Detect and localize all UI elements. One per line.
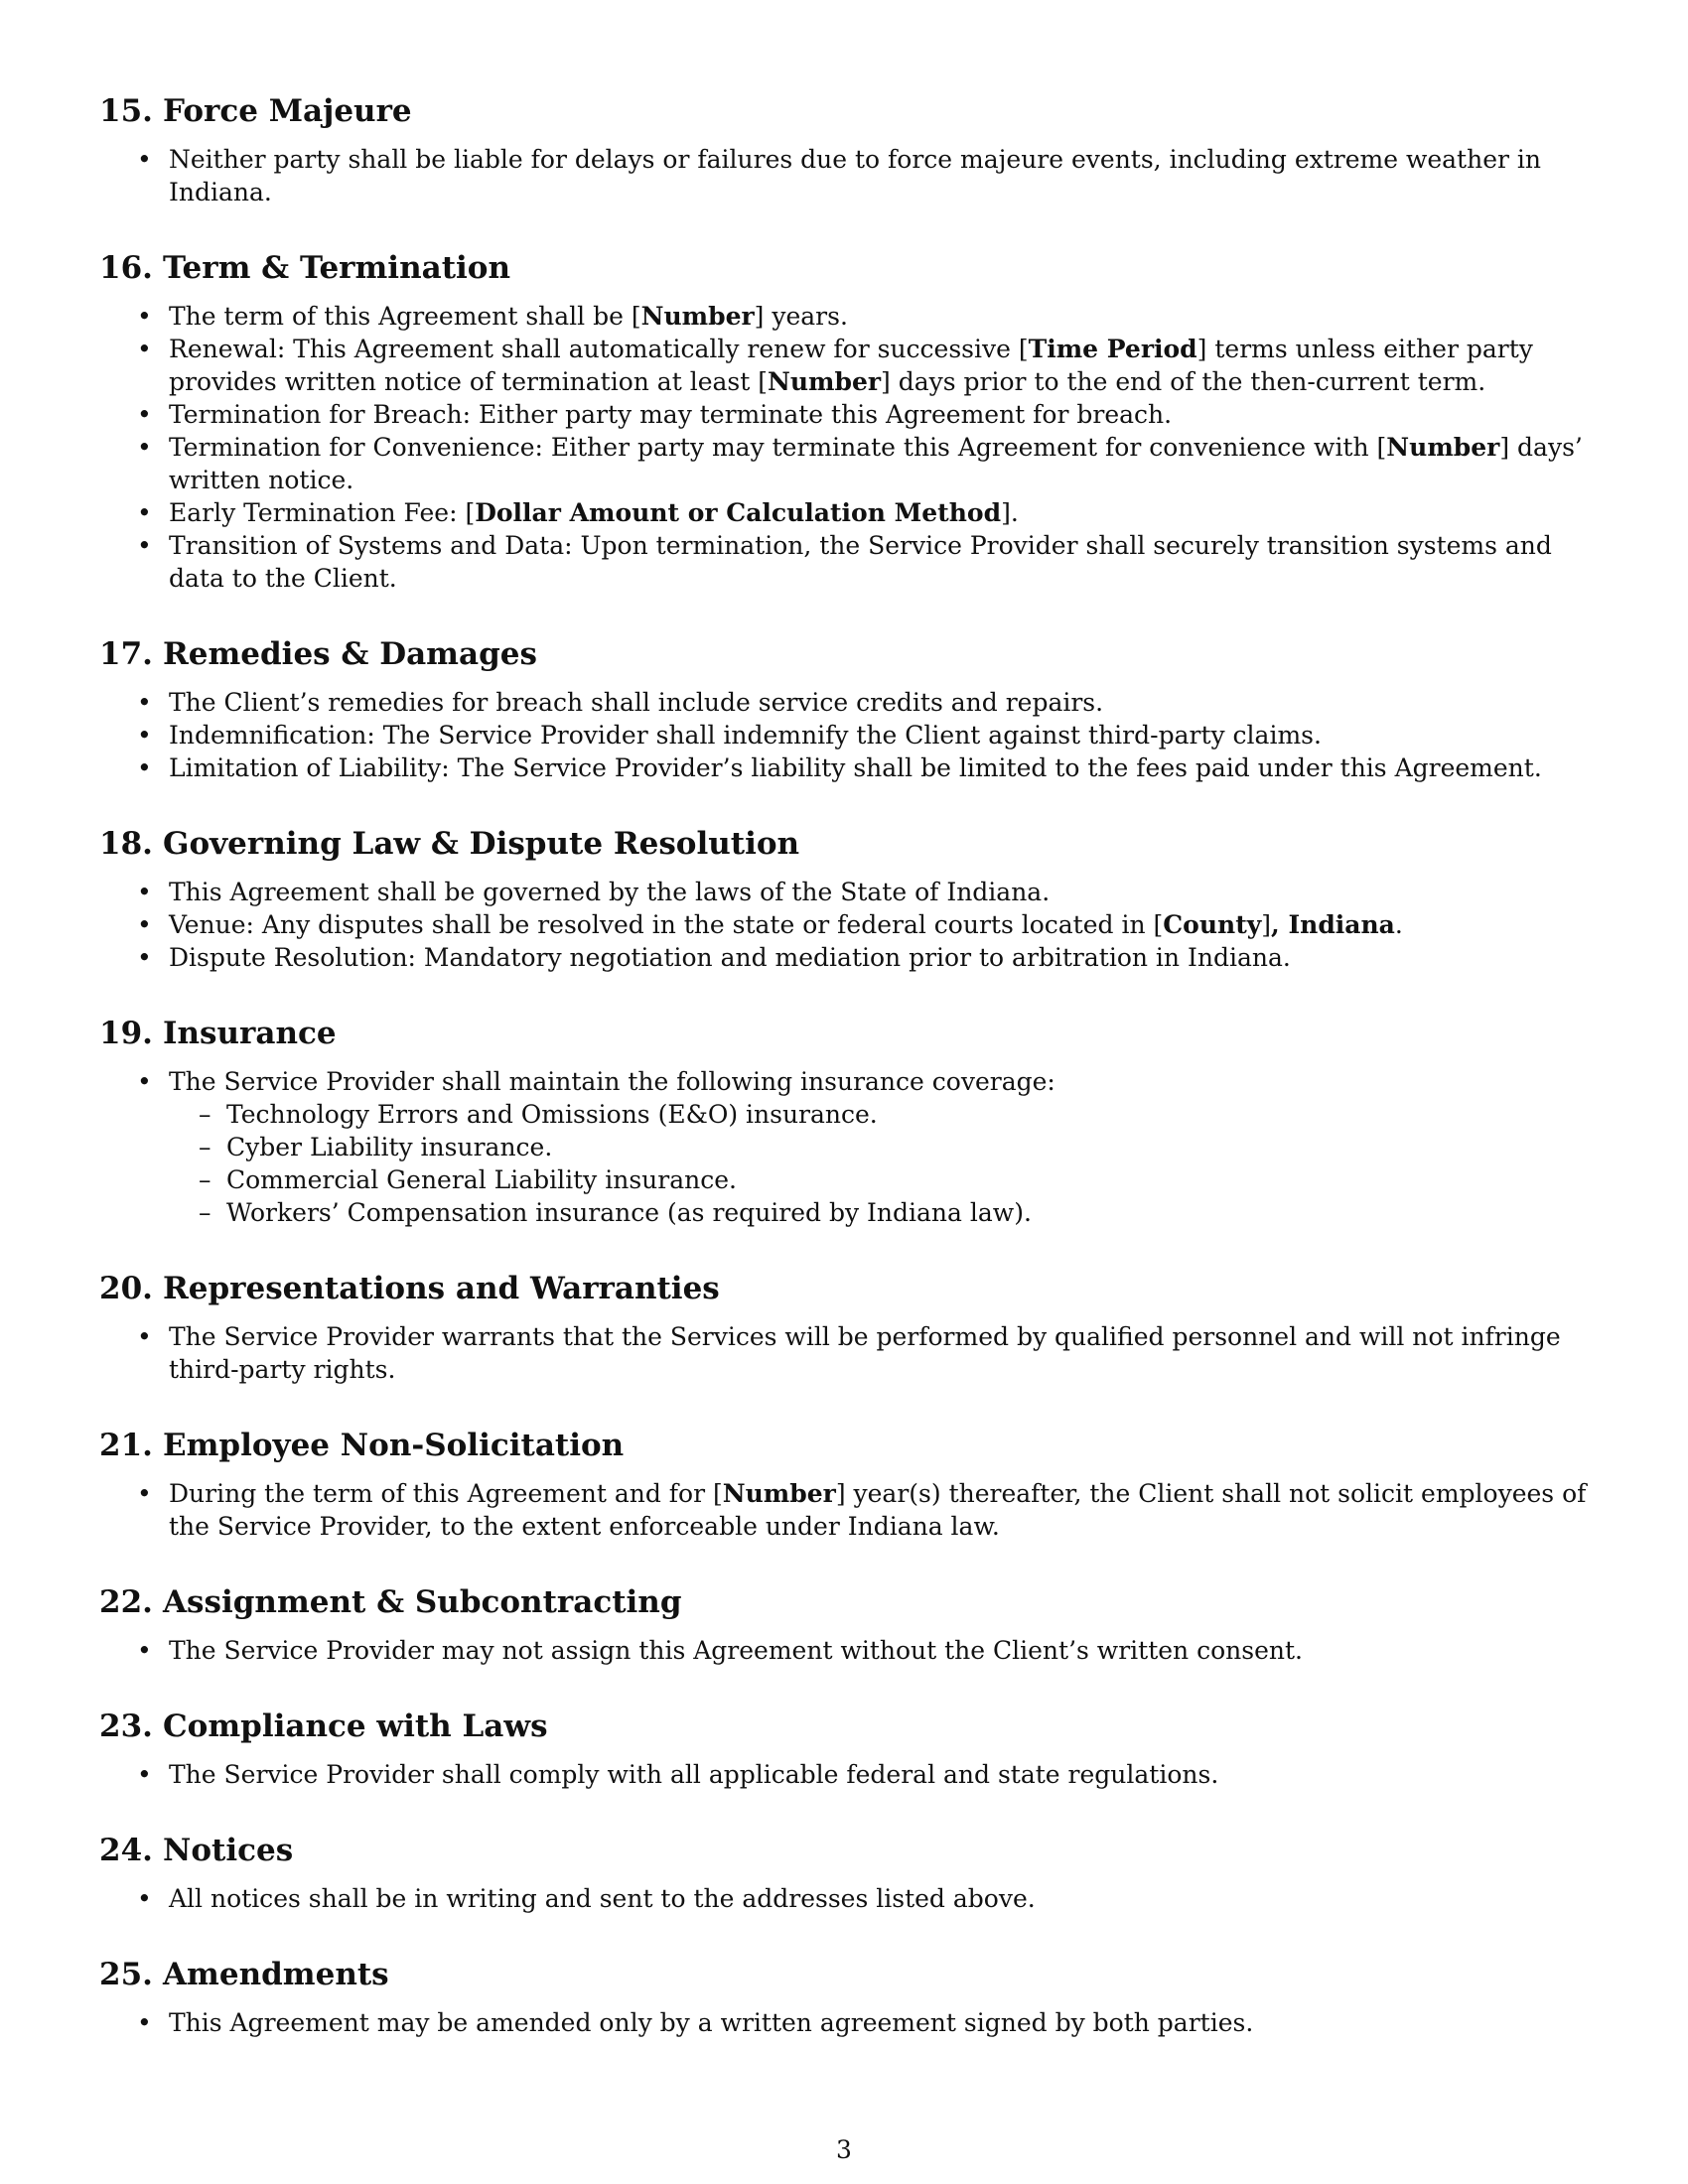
section-heading: [99, 1582, 1594, 1622]
section-heading: [99, 634, 1594, 674]
section-number: 20.: [99, 1271, 153, 1306]
list-item: • This Agreement may be amended only by a written agreement signed by both parties.: [99, 2006, 1594, 2039]
list-item: • The Service Provider warrants that the Services will be performed by qualified personnel and will not infringe third-party rights.: [99, 1320, 1594, 1386]
list-item: • Termination for Convenience: Either party may terminate this Agreement for convenience with [Number] days’ written notice.: [99, 431, 1594, 496]
sub-list-item: – Technology Errors and Omissions (E&O) insurance.: [169, 1098, 1594, 1131]
section-number: 17.: [99, 636, 153, 672]
section-heading: [99, 1269, 1594, 1308]
section-compliance: [99, 1706, 1594, 1791]
section-number: 21.: [99, 1428, 153, 1463]
section-title: Remedies & Damages: [163, 636, 537, 672]
section-number: 15.: [99, 93, 153, 129]
section-term-termination: [99, 248, 1594, 595]
list-item: • Renewal: This Agreement shall automatically renew for successive [Time Period] terms unless either party provides written notice of termination at least [Number] days prior to the end of the then-current term.: [99, 333, 1594, 398]
sub-list-item: – Commercial General Liability insurance.: [169, 1163, 1594, 1196]
list-item: • Neither party shall be liable for delays or failures due to force majeure events, including extreme weather in Indiana.: [99, 143, 1594, 208]
section-title: Assignment & Subcontracting: [163, 1584, 682, 1620]
section-title: Representations and Warranties: [163, 1271, 720, 1306]
section-number: 16.: [99, 250, 153, 286]
section-heading: [99, 91, 1594, 131]
section-force-majeure: [99, 91, 1594, 208]
section-heading: [99, 1426, 1594, 1465]
list-item: • Termination for Breach: Either party may terminate this Agreement for breach.: [99, 398, 1594, 431]
list-item: • Venue: Any disputes shall be resolved in the state or federal courts located in [County], Indiana.: [99, 908, 1594, 941]
section-title: Term & Termination: [163, 250, 511, 286]
section-number: 18.: [99, 826, 153, 862]
list-item: • During the term of this Agreement and for [Number] year(s) thereafter, the Client shall not solicit employees of the Service Provider, to the extent enforceable under Indiana law.: [99, 1477, 1594, 1543]
list-item: • Early Termination Fee: [Dollar Amount or Calculation Method].: [99, 496, 1594, 529]
list-item: • The Service Provider shall comply with all applicable federal and state regulations.: [99, 1758, 1594, 1791]
section-number: 23.: [99, 1708, 153, 1744]
list-item: • Indemnification: The Service Provider shall indemnify the Client against third-party claims.: [99, 719, 1594, 751]
section-title: Employee Non-Solicitation: [163, 1428, 625, 1463]
section-number: 25.: [99, 1957, 153, 1992]
document-body: [99, 91, 1594, 2079]
page-number: 3: [836, 2135, 852, 2164]
list-item: • This Agreement shall be governed by the laws of the State of Indiana.: [99, 876, 1594, 908]
section-title: Notices: [163, 1833, 294, 1868]
section-title: Governing Law & Dispute Resolution: [163, 826, 800, 862]
section-heading: [99, 1955, 1594, 1994]
sub-list-item: – Workers’ Compensation insurance (as required by Indiana law).: [169, 1196, 1594, 1229]
section-assignment: [99, 1582, 1594, 1667]
section-representations-warranties: [99, 1269, 1594, 1386]
section-title: Insurance: [163, 1016, 337, 1051]
section-heading: [99, 824, 1594, 864]
list-item: • All notices shall be in writing and sent to the addresses listed above.: [99, 1882, 1594, 1915]
list-item: • The Client’s remedies for breach shall include service credits and repairs.: [99, 686, 1594, 719]
section-notices: [99, 1831, 1594, 1915]
list-item: • The Service Provider may not assign this Agreement without the Client’s written consent.: [99, 1634, 1594, 1667]
section-heading: [99, 1014, 1594, 1053]
section-heading: [99, 1831, 1594, 1870]
section-number: 19.: [99, 1016, 153, 1051]
section-non-solicitation: [99, 1426, 1594, 1543]
list-item: • Transition of Systems and Data: Upon termination, the Service Provider shall securely transition systems and data to the Client.: [99, 529, 1594, 595]
sub-list-item: – Cyber Liability insurance.: [169, 1131, 1594, 1163]
section-title: Amendments: [163, 1957, 389, 1992]
list-item: • Limitation of Liability: The Service Provider’s liability shall be limited to the fees paid under this Agreement.: [99, 751, 1594, 784]
section-number: 24.: [99, 1833, 153, 1868]
section-number: 22.: [99, 1584, 153, 1620]
section-insurance: [99, 1014, 1594, 1229]
section-heading: [99, 248, 1594, 288]
section-remedies-damages: [99, 634, 1594, 784]
section-governing-law: [99, 824, 1594, 974]
list-item: • The term of this Agreement shall be [Number] years.: [99, 300, 1594, 333]
list-item: • Dispute Resolution: Mandatory negotiation and mediation prior to arbitration in Indiana.: [99, 941, 1594, 974]
list-item: • The Service Provider shall maintain the following insurance coverage: – Technology Errors and Omissions (E&O) insurance. – Cyber Liability insurance. – Commercial General Liability insurance. – Workers’ Compensation insurance (as required by Indiana law).: [99, 1065, 1594, 1229]
section-title: Force Majeure: [163, 93, 412, 129]
section-title: Compliance with Laws: [163, 1708, 548, 1744]
section-amendments: [99, 1955, 1594, 2039]
section-heading: [99, 1706, 1594, 1746]
